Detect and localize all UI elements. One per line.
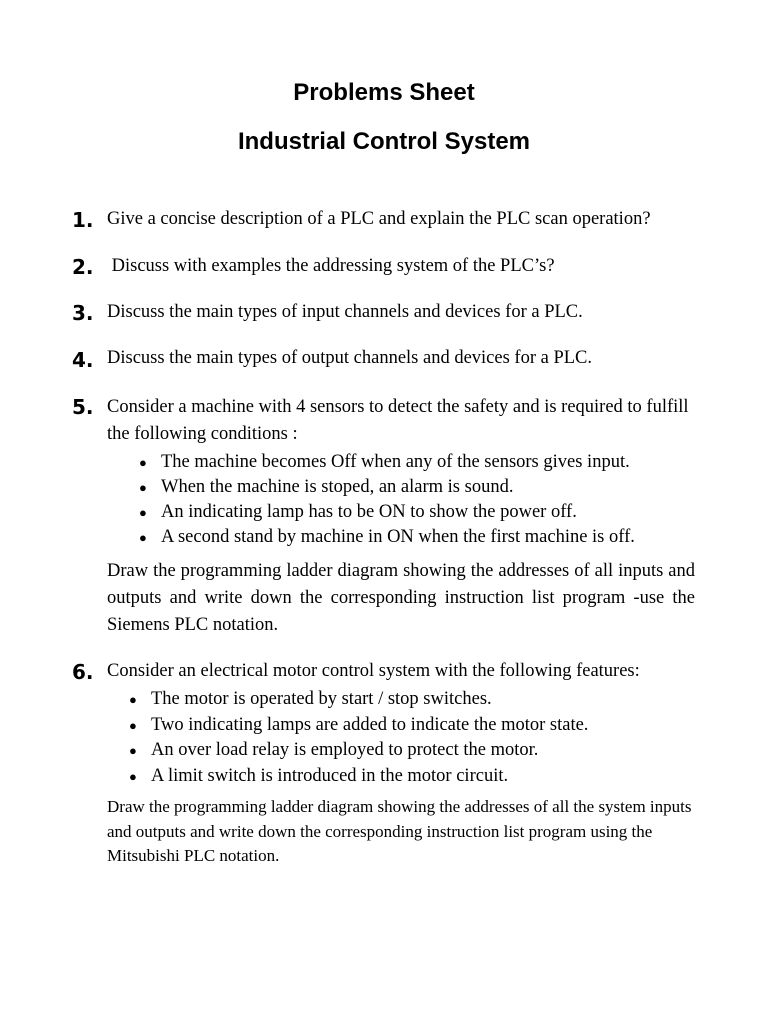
problem-text: Discuss with examples the addressing system of the PLC’s?	[107, 256, 555, 276]
list-item	[129, 764, 588, 790]
sheet-subtitle: Industrial Control System	[237, 128, 531, 155]
sheet-title: Problems Sheet	[293, 79, 475, 106]
problem-instruction: Draw the programming ladder diagram showing the addresses of all inputs and outputs and write down the corresponding instruction list program -use the Siemens PLC notation.	[107, 561, 695, 635]
problem-text: Give a concise description of a PLC and explain the PLC scan operation?	[107, 209, 651, 229]
problem-number: 4.	[72, 348, 94, 372]
list-item	[129, 738, 588, 764]
features-list	[129, 687, 589, 789]
problem-number: 1.	[72, 208, 94, 232]
bullet-icon: ●	[129, 743, 137, 758]
list-item	[129, 687, 588, 713]
list-item	[129, 713, 589, 739]
problem-text: Consider an electrical motor control system with the following features:	[107, 661, 640, 681]
list-item-text: The machine becomes Off when any of the sensors gives input.	[161, 452, 630, 472]
list-item	[139, 450, 635, 475]
list-item-text: The motor is operated by start / stop switches.	[151, 689, 492, 709]
list-item-text: Two indicating lamps are added to indicate the motor state.	[151, 714, 589, 735]
problem-number: 2.	[72, 255, 94, 279]
list-item-text: A limit switch is introduced in the motor circuit.	[151, 765, 509, 786]
list-item-text: When the machine is stoped, an alarm is sound.	[161, 477, 514, 497]
list-item	[139, 475, 635, 500]
problem-number: 6.	[72, 660, 94, 684]
list-item	[139, 525, 635, 550]
bullet-icon: ●	[139, 505, 147, 520]
bullet-icon: ●	[129, 692, 137, 707]
list-item	[139, 500, 635, 525]
problem-text: Discuss the main types of input channels and devices for a PLC.	[107, 302, 583, 322]
bullet-icon: ●	[129, 768, 137, 784]
bullet-icon: ●	[139, 455, 147, 470]
problem-text: Consider a machine with 4 sensors to detect the safety and is required to fulfill the following conditions :	[107, 397, 689, 444]
problem-instruction: Draw the programming ladder diagram showing the addresses of all the system inputs and outputs and write down the corresponding instruction list program using the Mitsubishi PLC notation.	[107, 797, 692, 865]
list-item-text: An indicating lamp has to be ON to show the power off.	[161, 502, 577, 522]
problem-number: 5.	[72, 395, 94, 419]
bullet-icon: ●	[139, 480, 147, 495]
bullet-icon: ●	[139, 530, 147, 545]
list-item-text: A second stand by machine in ON when the first machine is off.	[161, 527, 635, 547]
problem-text: Discuss the main types of output channels and devices for a PLC.	[107, 348, 593, 368]
problem-number: 3.	[72, 301, 94, 325]
conditions-list	[139, 450, 635, 550]
list-item-text: An over load relay is employed to protect the motor.	[151, 740, 539, 760]
bullet-icon: ●	[129, 717, 137, 733]
